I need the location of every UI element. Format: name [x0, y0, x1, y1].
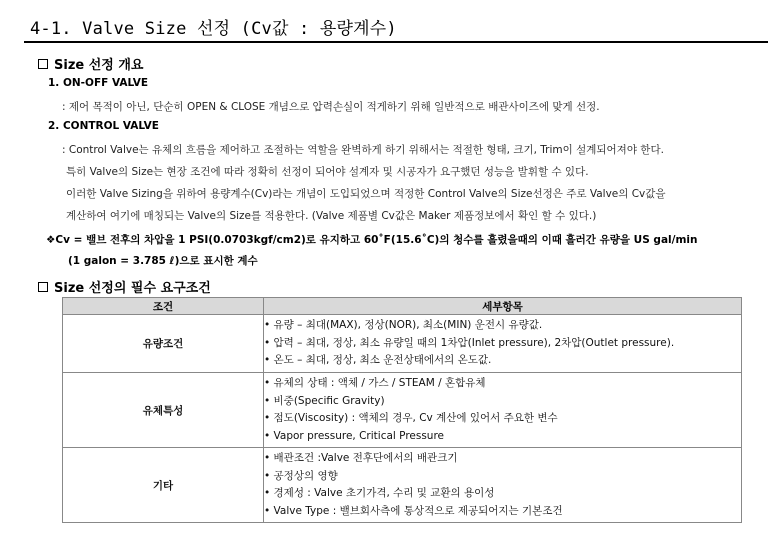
cv-definition-note-cont: (1 galon = 3.785 ℓ)으로 표시한 계수 [68, 255, 258, 267]
control-valve-text-line: 계산하여 여기에 매칭되는 Valve의 Size를 적용한다. (Valve 제품별 Cv값은 Maker 제품정보에서 확인 할 수 있다.) [66, 210, 597, 222]
details-cell [264, 448, 742, 523]
category-cell: 유체특성 [63, 373, 264, 448]
control-valve-text-line: : Control Valve는 유체의 흐름을 제어하고 조절하는 역할을 완벽하게 하기 위해서는 적절한 형태, 크기, Trim이 설계되어져야 한다. [62, 144, 664, 156]
control-valve-text-line: 이러한 Valve Sizing을 위하여 용량계수(Cv)라는 개념이 도입되었으며 적정한 Control Valve의 Size선정은 주로 Valve의 Cv값을 [66, 188, 666, 200]
cv-definition-note: ❖Cv = 밸브 전후의 차압을 1 PSI(0.0703kgf/cm2)로 유지하고 60˚F(15.6˚C)의 청수를 흘렸을때의 이때 흘러간 유량을 US gal/min [46, 234, 698, 246]
detail-item: • 온도 – 최대, 정상, 최소 운전상태에서의 온도값. [264, 354, 492, 367]
section-overview-heading [38, 54, 144, 73]
column-header-details: 세부항목 [264, 298, 742, 315]
checkbox-square-icon [38, 282, 48, 292]
table-row [63, 373, 742, 448]
detail-item: • 배관조건 :Valve 전후단에서의 배관크기 [264, 452, 458, 464]
table-row [63, 448, 742, 523]
checkbox-square-icon [38, 59, 48, 69]
details-cell [264, 315, 742, 373]
column-header-condition: 조건 [63, 298, 264, 315]
control-valve-title: 2. CONTROL VALVE [48, 120, 159, 132]
detail-item: • 유량 – 최대(MAX), 정상(NOR), 최소(MIN) 운전시 유량값. [264, 319, 543, 332]
category-cell: 유량조건 [63, 315, 264, 373]
category-cell: 기타 [63, 448, 264, 523]
requirements-table [62, 297, 742, 523]
detail-item: • 경제성 : Valve 초기가격, 수리 및 교환의 용이성 [264, 487, 495, 499]
detail-item: • 공정상의 영향 [264, 469, 338, 482]
on-off-valve-title: 1. ON-OFF VALVE [48, 77, 149, 89]
title-divider [24, 41, 768, 43]
table-header-row [63, 298, 742, 315]
detail-item: • 유체의 상태 : 액체 / 가스 / STEAM / 혼합유체 [264, 377, 486, 389]
section-requirements-heading-text: Size 선정의 필수 요구조건 [54, 281, 211, 296]
detail-item: • 압력 – 최대, 정상, 최소 유량일 때의 1차압(Inlet pressure), 2차압(Outlet pressure). [264, 336, 675, 349]
table-row [63, 315, 742, 373]
section-overview-heading-text: Size 선정 개요 [54, 58, 144, 73]
detail-item: • Vapor pressure, Critical Pressure [264, 429, 445, 442]
detail-item: • Valve Type : 밸브회사측에 통상적으로 제공되어지는 기본조건 [264, 504, 563, 517]
details-cell [264, 373, 742, 448]
page-title: 4-1. Valve Size 선정 (Cv값 : 용량계수) [30, 19, 397, 39]
detail-item: • 점도(Viscosity) : 액체의 경우, Cv 계산에 있어서 주요한 변수 [264, 412, 558, 424]
control-valve-text-line: 특히 Valve의 Size는 현장 조건에 따라 정확히 선정이 되어야 설계자 및 시공자가 요구했던 성능을 발휘할 수 있다. [66, 166, 589, 178]
on-off-valve-text: : 제어 목적이 아닌, 단순히 OPEN & CLOSE 개념으로 압력손실이 적게하기 위해 일반적으로 배관사이즈에 맞게 선정. [62, 101, 600, 113]
detail-item: • 비중(Specific Gravity) [264, 394, 385, 407]
section-requirements-heading [38, 277, 211, 296]
